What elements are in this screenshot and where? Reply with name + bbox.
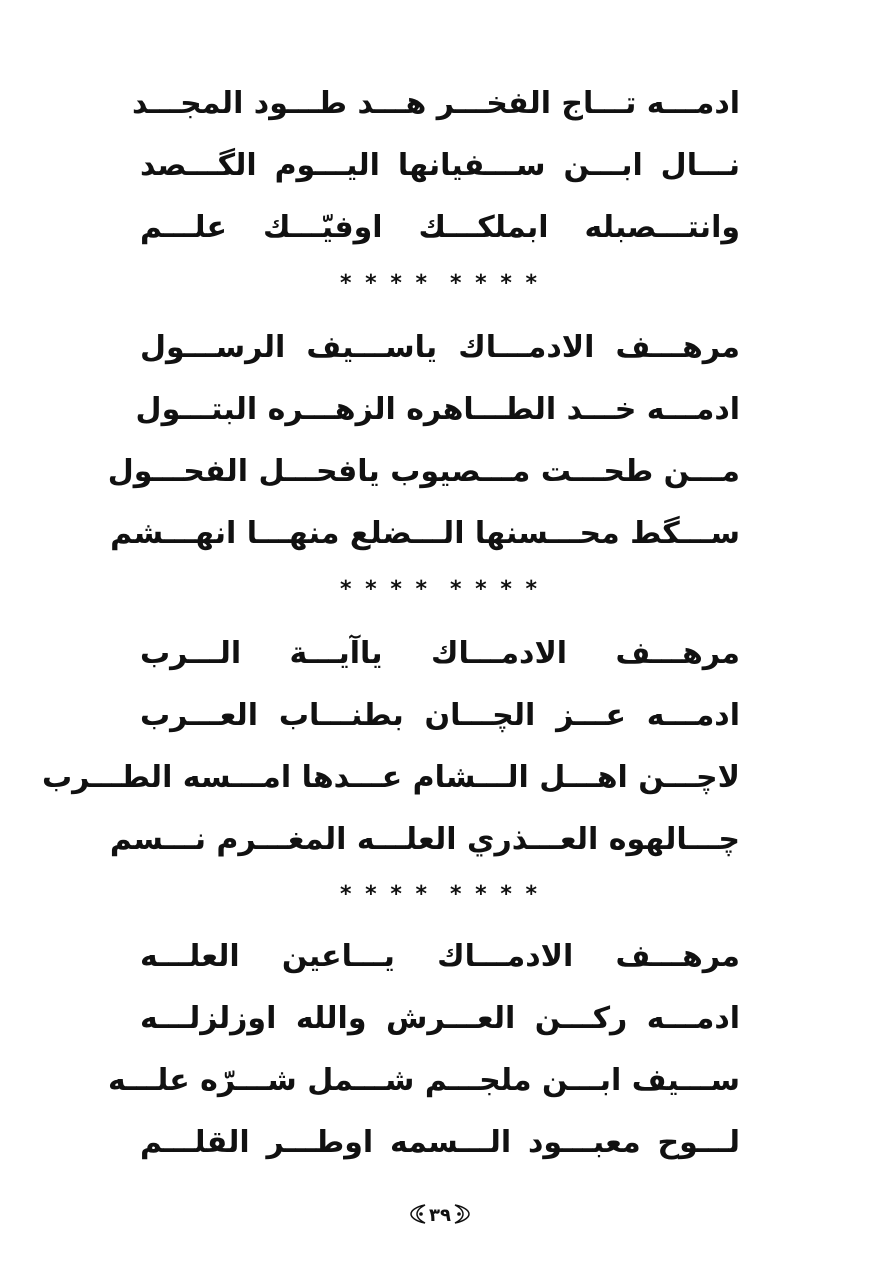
- verse-line: مرهـــف الادمـــاك ياآيـــة الـــرب: [140, 636, 740, 671]
- page-number: [400, 1197, 480, 1233]
- stanza-separator: [340, 272, 540, 296]
- verse-line: لـــوح معبـــود الـــسمه اوطـــر القلـــم: [140, 1125, 740, 1160]
- separator-stars-right: * * * *: [450, 271, 540, 296]
- stanza-separator: [340, 578, 540, 602]
- verse-line: مـــن طحـــت مـــصيوب يافحـــل الفحـــول: [107, 454, 740, 489]
- verse-line: ادمـــه خـــد الطـــاهره الزهـــره البتـــول: [135, 392, 740, 427]
- verse-line: ســـگط محـــسنها الـــضلع منهـــا انهـــشم: [110, 516, 740, 551]
- separator-stars-left: * * * *: [340, 882, 430, 907]
- verse-line: ادمـــه عـــز الچـــان بطنـــاب العـــرب: [140, 698, 740, 733]
- verse-line: لاچـــن اهـــل الـــشام عـــدها امـــسه الطـــرب: [42, 760, 740, 795]
- verse-line: مرهـــف الادمـــاك يـــاعين العلـــه: [140, 939, 740, 974]
- verse-line: ســـيف ابـــن ملجـــم شـــمل شـــرّه علـــه: [108, 1063, 740, 1098]
- ornament-right-icon: [453, 1203, 471, 1228]
- separator-stars-left: * * * *: [340, 271, 430, 296]
- verse-line: وانتـــصبله ابملكـــك اوفيّـــك علـــم: [140, 210, 740, 245]
- separator-stars-right: * * * *: [450, 882, 540, 907]
- page-number-text: ٣٩: [429, 1204, 451, 1226]
- verse-line: ادمـــه ركـــن العـــرش والله اوزلزلـــه: [140, 1001, 740, 1036]
- verse-line: چـــالهوه العـــذري العلـــه المغـــرم نـــسم: [109, 822, 740, 857]
- verse-line: نـــال ابـــن ســـفيانها اليـــوم الگـــصد: [140, 148, 740, 183]
- stanza-separator: [340, 883, 540, 907]
- ornament-left-icon: [409, 1203, 427, 1228]
- separator-stars-right: * * * *: [450, 577, 540, 602]
- separator-stars-left: * * * *: [340, 577, 430, 602]
- verse-line: ادمـــه تـــاج الفخـــر هـــد طـــود المجـــد: [131, 86, 740, 121]
- verse-line: مرهـــف الادمـــاك ياســـيف الرســـول: [140, 330, 740, 365]
